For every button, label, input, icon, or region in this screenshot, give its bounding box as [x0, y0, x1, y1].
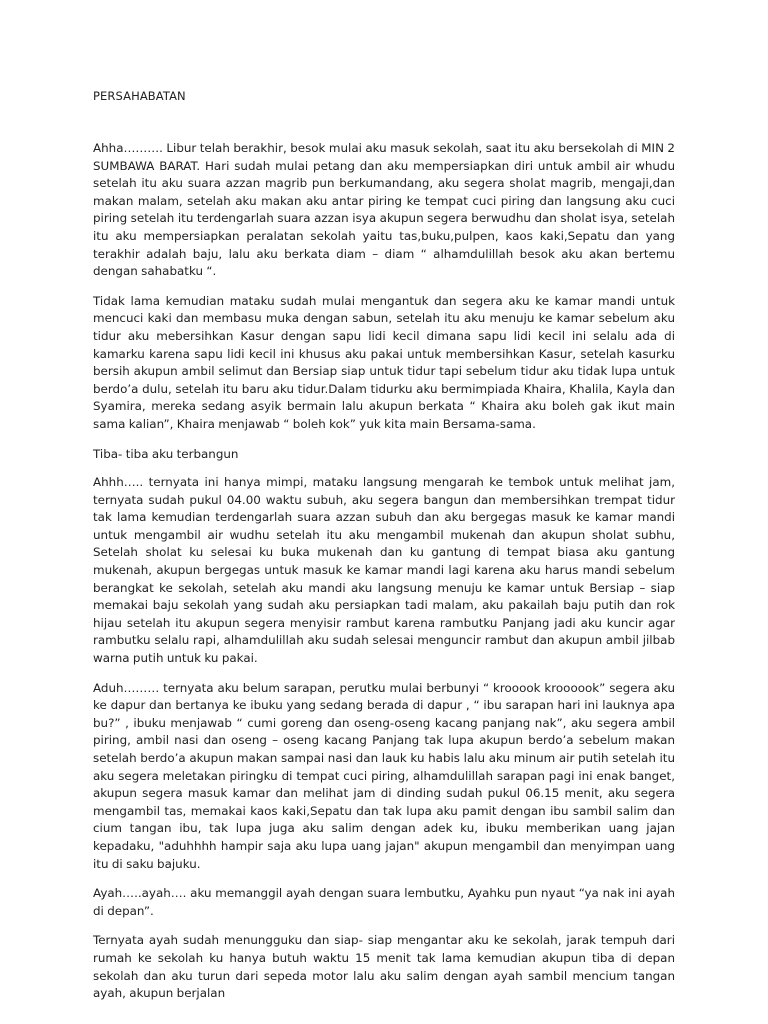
document-title: PERSAHABATAN	[93, 89, 186, 103]
paragraph-2: Tidak lama kemudian mataku sudah mulai mengantuk dan segera aku ke kamar mandi untuk mencuci kaki dan membasu muka dengan sabun, setelah itu aku menuju ke kamar sebelum aku tidur aku mebersihkan Kasur dengan sapu lidi kecil dimana sapu lidi kecil ini selalu ada di kamarku karena sapu lidi kecil ini khusus aku pakai untuk membersihkan Kasur, setelah kasurku bersih akupun ambil selimut dan Bersiap siap untuk tidur tapi sebelum tidur aku tidak lupa untuk berdo’a dulu, setelah itu baru aku tidur.Dalam tidurku aku bermimpiada Khaira, Khalila, Kayla dan Syamira, mereka sedang asyik bermain lalu akupun berkata “ Khaira aku boleh gak ikut main sama kalian”, Khaira menjawab “ boleh kok” yuk kita main Bersama-sama.	[93, 293, 675, 431]
paragraph-4: Ahhh….. ternyata ini hanya mimpi, mataku langsung mengarah ke tembok untuk melihat jam, ternyata sudah pukul 04.00 waktu subuh, aku segera bangun dan membersihkan trempat tidur tak lama kemudian terdengarlah suara azzan subuh dan aku bergegas masuk ke kamar mandi untuk mengambil air wudhu setelah itu aku mengambil mukenah dan akupun sholat subhu, Setelah sholat ku selesai ku buka mukenah dan ku gantung di tempat biasa aku gantung mukenah, akupun bergegas untuk masuk ke kamar mandi lagi karena aku harus mandi sebelum berangkat ke sekolah, setelah aku mandi aku langsung menuju ke kamar untuk Bersiap – siap memakai baju sekolah yang sudah aku persiapkan tadi malam, aku pakailah baju putih dan rok hijau setelah itu akupun segera menyisir rambut karena rambutku Panjang jadi aku kuncir agar rambutku selalu rapi, alhamdulillah aku sudah selesai menguncir rambut dan akupun ambil jilbab warna putih untuk ku pakai.	[93, 475, 675, 666]
paragraph-1: Ahha………. Libur telah berakhir, besok mulai aku masuk sekolah, saat itu aku bersekolah di MIN 2 SUMBAWA BARAT. Hari sudah mulai petang dan aku mempersiapkan diri untuk ambil air whudu setelah itu aku suara azzan magrib pun berkumandang, aku segera sholat magrib, mengaji,dan makan malam, setelah aku makan aku antar piring ke tempat cuci piring dan langsung aku cuci piring setelah itu terdengarlah suara azzan isya akupun segera berwudhu dan sholat isya, setelah itu aku mempersiapkan peralatan sekolah yaitu tas,buku,pulpen, kaos kaki,Sepatu dan yang terakhir adalah baju, lalu aku berkata diam – diam “ alhamdulillah besok aku akan bertemu dengan sahabatku “.	[93, 141, 675, 279]
paragraph-6: Ayah…..ayah…. aku memanggil ayah dengan suara lembutku, Ayahku pun nyaut “ya nak ini ayah di depan”.	[93, 886, 675, 918]
paragraph-5: Aduh……… ternyata aku belum sarapan, perutku mulai berbunyi “ krooook kroooook” segera aku ke dapur dan bertanya ke ibuku yang sedang berada di dapur , “ ibu sarapan hari ini lauknya apa bu?” , ibuku menjawab “ cumi goreng dan oseng-oseng kacang panjang nak”, aku segera ambil piring, ambil nasi dan oseng – oseng kacang Panjang tak lupa akupun berdo’a sebelum makan setelah berdo’a akupun makan sampai nasi dan lauk ku habis lalu aku minum air putih setelah itu aku segera meletakan piringku di tempat cuci piring, alhamdulillah sarapan pagi ini enak banget, akupun segera masuk kamar dan melihat jam di dinding sudah pukul 06.15 menit, aku segera mengambil tas, memakai kaos kaki,Sepatu dan tak lupa aku pamit dengan ibu sambil salim dan cium tangan ibu, tak lupa juga aku salim dengan adek ku, ibuku memberikan uang jajan kepadaku, "aduhhhh hampir saja aku lupa uang jajan" akupun mengambil dan menyimpan uang itu di saku bajuku.	[93, 680, 675, 871]
paragraph-3: Tiba- tiba aku terbangun	[93, 446, 239, 461]
paragraph-7: Ternyata ayah sudah menungguku dan siap- siap mengantar aku ke sekolah, jarak tempuh dari rumah ke sekolah ku hanya butuh waktu 15 menit tak lama kemudian akupun tiba di depan sekolah dan aku turun dari sepeda motor lalu aku salim dengan ayah sambil mencium tangan ayah, akupun berjalan	[93, 933, 675, 1001]
